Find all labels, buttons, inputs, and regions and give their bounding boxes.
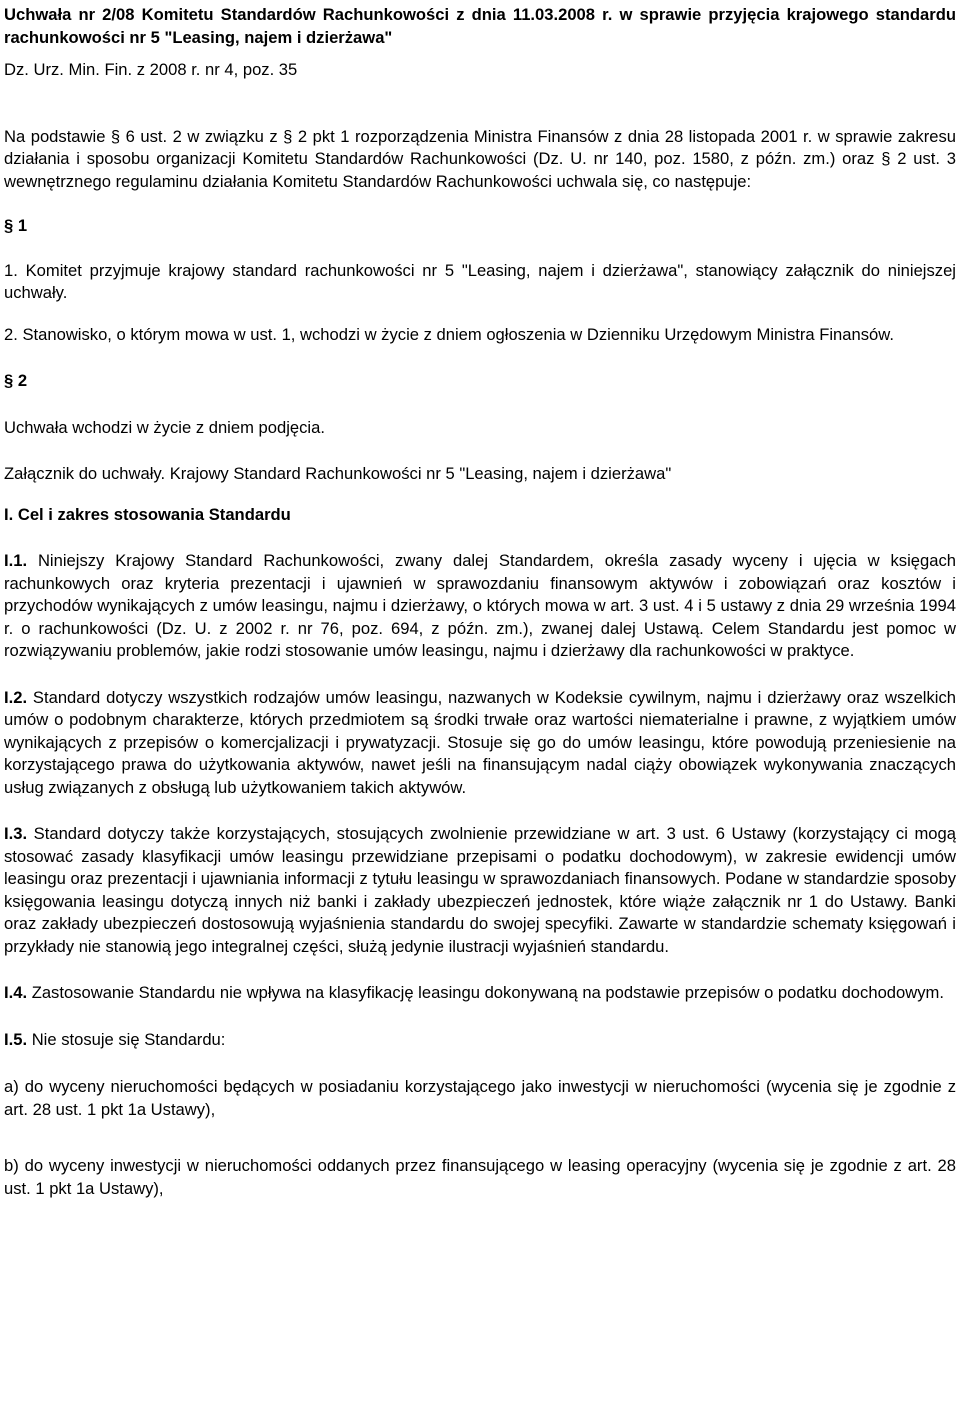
- section-1-title: I. Cel i zakres stosowania Standardu: [4, 504, 291, 524]
- subitem-b: b) do wyceny inwestycji w nieruchomości oddanych przez finansującego w leasing operacyjny (wycenia się je zgodnie z art. 28 ust. 1 pkt 1a Ustawy),: [4, 1156, 956, 1198]
- paragraph-1-point-2: 2. Stanowisko, o którym mowa w ust. 1, wchodzi w życie z dniem ogłoszenia w Dzienniku Urzędowym Ministra Finansów.: [4, 324, 894, 344]
- subitem-a: a) do wyceny nieruchomości będących w posiadaniu korzystającego jako inwestycji w nieruchomości (wycenia się je zgodnie z art. 28 ust. 1 pkt 1a Ustawy),: [4, 1077, 956, 1119]
- annex-heading: Załącznik do uchwały. Krajowy Standard Rachunkowości nr 5 "Leasing, najem i dzierżawa": [4, 464, 672, 483]
- item-1-3: [4, 823, 956, 958]
- paragraph-1-point-1: 1. Komitet przyjmuje krajowy standard rachunkowości nr 5 "Leasing, najem i dzierżawa", stanowiący załącznik do niniejszej uchwały.: [4, 260, 956, 302]
- item-number: I.5.: [4, 1029, 28, 1049]
- item-text: Standard dotyczy wszystkich rodzajów umów leasingu, nazwanych w Kodeksie cywilnym, najmu i dzierżawy oraz wszelkich umów o podobnym charakterze, których przedmiotem są środki trwałe oraz wartości niematerialne i prawne, z wyjątkiem umów wynikających z przepisów o komercjalizacji i prywatyzacji. Stosuje się go do umów leasingu, które powodują przeniesienie na korzystającego prawa do użytkowania aktywów, nawet jeśli na finansującym nadal ciąży obowiązek wykonywania znaczących usług związanych z obsługą lub użytkowaniem takich aktywów.: [4, 687, 956, 797]
- item-1-5: [4, 1029, 956, 1052]
- item-text: Nie stosuje się Standardu:: [31, 1029, 226, 1049]
- item-1-1: [4, 550, 956, 663]
- item-1-4: [4, 982, 956, 1005]
- item-text: Zastosowanie Standardu nie wpływa na klasyfikację leasingu dokonywaną na podstawie przepisów o podatku dochodowym.: [31, 983, 944, 1002]
- item-text: Niniejszy Krajowy Standard Rachunkowości, zwany dalej Standardem, określa zasady wyceny i ujęcia w księgach rachunkowych oraz kryteria prezentacji i ujawnień w sprawozdaniu finansowym aktywów i zobowiązań oraz kosztów i przychodów wynikających z umów leasingu, najmu i dzierżawy, o których mowa w art. 3 ust. 4 i 5 ustawy z dnia 29 września 1994 r. o rachunkowości (Dz. U. z 2002 r. nr 76, poz. 694, z późn. zm.), zwanej dalej Ustawą. Celem Standardu jest pomoc w rozwiązywaniu problemów, jakie rodzi stosowanie umów leasingu, najmu i dzierżawy dla rachunkowości w praktyce.: [4, 551, 956, 660]
- publication-source: Dz. Urz. Min. Fin. z 2008 r. nr 4, poz. 35: [4, 60, 298, 79]
- item-number: I.4.: [4, 983, 28, 1002]
- item-number: I.2.: [4, 687, 28, 707]
- legal-basis: Na podstawie § 6 ust. 2 w związku z § 2 pkt 1 rozporządzenia Ministra Finansów z dnia 28 listopada 2001 r. w sprawie zakresu działania i sposobu organizacji Komitetu Standardów Rachunkowości (Dz. U. nr 140, poz. 1580, z późn. zm.) oraz § 2 ust. 3 wewnętrznego regulaminu działania Komitetu Standardów Rachunkowości uchwala się, co następuje:: [4, 126, 956, 191]
- document-title: Uchwała nr 2/08 Komitetu Standardów Rachunkowości z dnia 11.03.2008 r. w sprawie przyjęcia krajowego standardu rachunkowości nr 5 "Leasing, najem i dzierżawa": [4, 5, 956, 47]
- item-number: I.3.: [4, 824, 28, 843]
- item-number: I.1.: [4, 551, 28, 570]
- item-text: Standard dotyczy także korzystających, stosujących zwolnienie przewidziane w art. 3 ust. 6 Ustawy (korzystający ci mogą stosować zasady klasyfikacji umów leasingu przewidziane przepisami o podatku dochodowym), w zakresie ewidencji umów leasingu oraz prezentacji i ujawniania informacji z tytułu leasingu w sprawozdaniach finansowych. Podane w standardzie sposoby księgowania leasingu dotyczą innych niż banki i zakłady ubezpieczeń jednostek, które wiąże załącznik nr 1 do Ustawy. Banki oraz zakłady ubezpieczeń dostosowują wyjaśnienia standardu do swojej specyfiki. Zawarte w standardzie schematy księgowań i przykłady nie stanowią jego integralnej części, służą jedynie ilustracji wyjaśnień standardu.: [4, 824, 956, 956]
- paragraph-2-text: Uchwała wchodzi w życie z dniem podjęcia.: [4, 417, 325, 437]
- paragraph-1-mark: § 1: [4, 216, 28, 235]
- paragraph-2-mark: § 2: [4, 371, 28, 390]
- item-1-2: [4, 687, 956, 800]
